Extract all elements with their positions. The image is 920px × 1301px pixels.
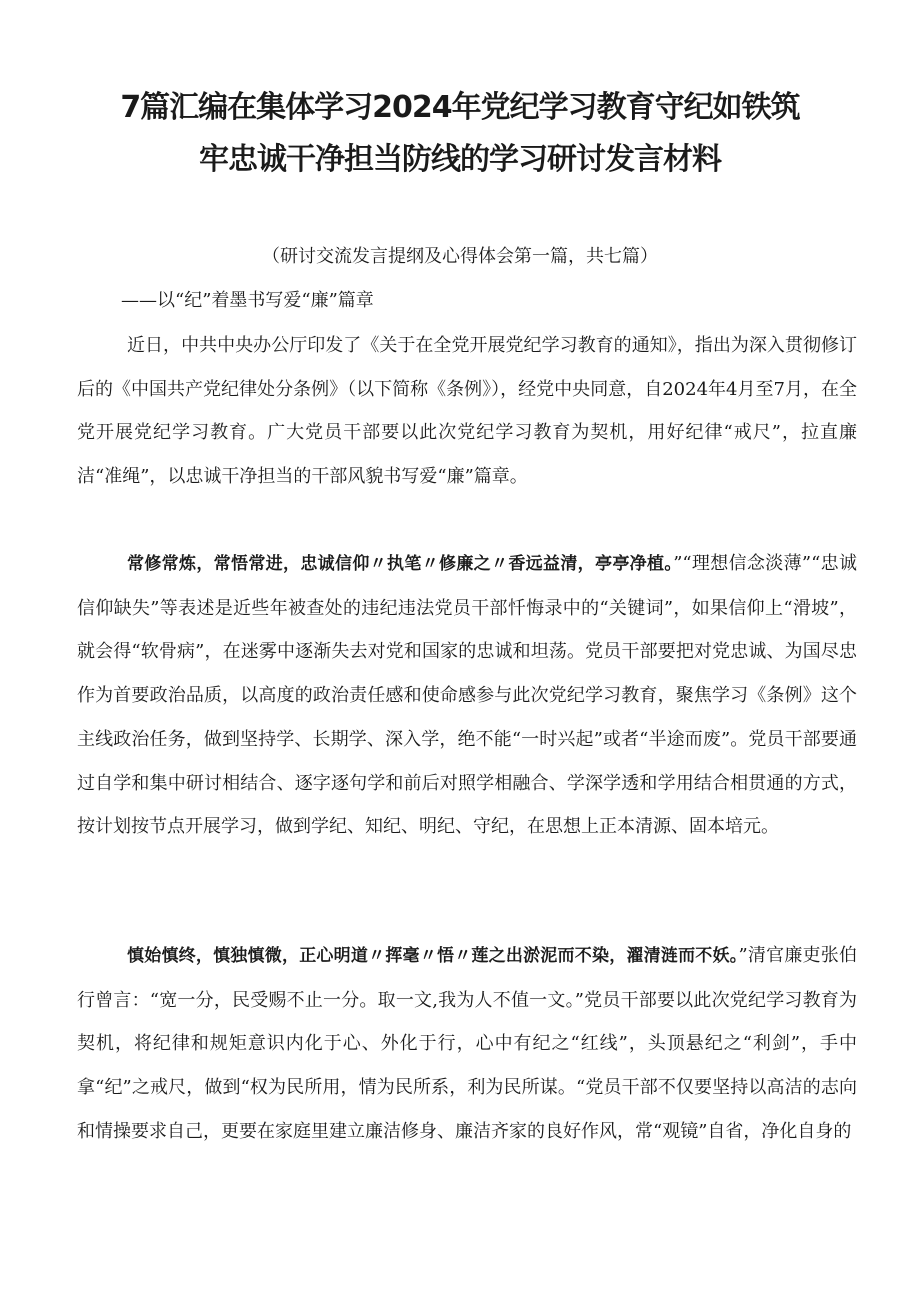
- document-title-line-2: 牢忠诚干净担当防线的学习研讨发言材料: [199, 142, 721, 177]
- paragraph-body: ”“理想信念淡薄”“忠诚信仰缺失”等表述是近些年被查处的违纪违法党员干部忏悔录中的“关键词”，如果信仰上“滑坡”，就会得“软骨病”，在迷雾中逐渐失去对党和国家的忠诚和坦荡。党员干部要把对党忠诚、为国尽忠作为首要政治品质，以高度的政治责任感和使命感参与此次党纪学习教育，聚焦学习《条例》这个主线政治任务，做到坚持学、长期学、深入学，绝不能“一时兴起”或者“半途而废”。党员干部要通过自学和集中研讨相结合、逐字逐句学和前后对照学相融合、学深学透和学用结合相贯通的方式，按计划按节点开展学习，做到学纪、知纪、明纪、守纪，在思想上正本清源、固本培元。: [77, 553, 858, 838]
- paragraph-section-1: [77, 542, 857, 849]
- paragraph-intro: [77, 324, 857, 499]
- paragraph-body: 近日，中共中央办公厅印发了《关于在全党开展党纪学习教育的通知》，指出为深入贯彻修订后的《中国共产党纪律处分条例》（以下简称《条例》），经党中央同意，自2024年4月至7月，在全党开展党纪学习教育。广大党员干部要以此次党纪学习教育为契机，用好纪律“戒尺”，拉直廉洁“准绳”，以忠诚干净担当的干部风貌书写爱“廉”篇章。: [77, 335, 857, 488]
- document-byline: ——以“纪”着墨书写爱“廉”篇章: [121, 290, 374, 311]
- document-title-line-1: 7篇汇编在集体学习2024年党纪学习教育守纪如铁筑: [120, 90, 800, 125]
- paragraph-heading: 慎始慎终，慎独慎微，正心明道〃挥毫〃悟〃莲之出淤泥而不染，濯清涟而不妖。: [127, 946, 739, 966]
- paragraph-section-2: [77, 934, 857, 1154]
- paragraph-body: ”清官廉吏张伯行曾言：“宽一分，民受赐不止一分。取一文,我为人不值一文。”党员干部要以此次党纪学习教育为契机，将纪律和规矩意识内化于心、外化于行，心中有纪之“红线”，头顶悬纪之“利剑”，手中拿“纪”之戒尺，做到“权为民所用，情为民所系，利为民所谋。“党员干部不仅要坚持以高洁的志向和情操要求自己，更要在家庭里建立廉洁修身、廉洁齐家的良好作风，常“观镜”自省，净化自身的: [77, 945, 857, 1142]
- paragraph-heading: 常修常炼，常悟常进，忠诚信仰〃执笔〃修廉之〃香远益清，亭亭净植。: [127, 554, 674, 574]
- document-subtitle: （研讨交流发言提纲及心得体会第一篇，共七篇）: [262, 246, 658, 267]
